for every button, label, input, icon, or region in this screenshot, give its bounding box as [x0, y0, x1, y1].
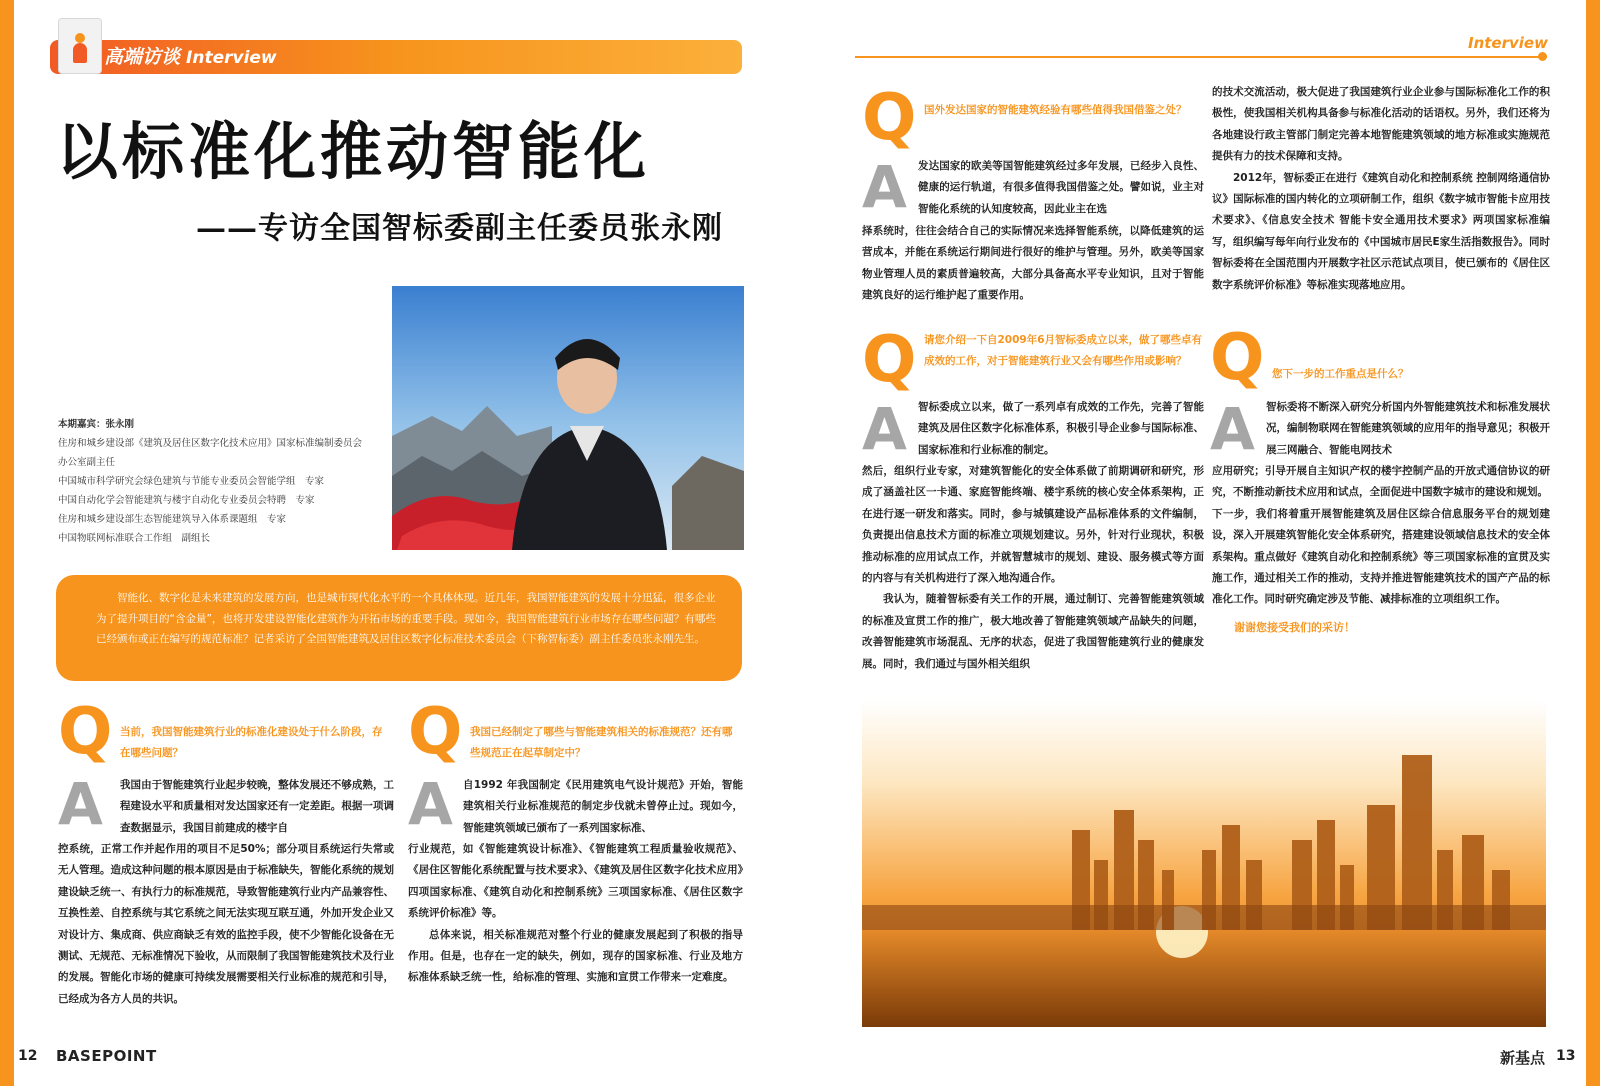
- guest-info-line: 中国物联网标准联合工作组 副组长: [58, 533, 211, 544]
- question-3: 国外发达国家的智能建筑经验有哪些值得我国借鉴之处？: [924, 104, 1187, 116]
- page-number-left: 12: [18, 1048, 38, 1064]
- question-4: 请您介绍一下自2009年6月智标委成立以来，做了哪些卓有成效的工作，对于智能建筑行业又会有哪些作用或影响？: [924, 334, 1203, 367]
- answer-2-wrap: 自1992 年我国制定《民用建筑电气设计规范》开始，智能建筑相关行业标准规范的制定步伐就未曾停止过。现如今，智能建筑领域已颁布了一系列国家标准、: [463, 779, 743, 834]
- closing-thanks: 谢谢您接受我们的采访！: [1234, 620, 1355, 634]
- answer-1-wrap: 我国由于智能建筑行业起步较晚，整体发展还不够成熟，工程建设水平和质量相对发达国家还有一定差距。根据一项调查数据显示，我国目前建成的楼宇自: [120, 779, 394, 834]
- guest-photo: [392, 286, 744, 550]
- page-number-right: 13: [1556, 1048, 1576, 1064]
- right-page-edge-bar: [1586, 0, 1600, 1086]
- guest-info: [58, 415, 388, 548]
- header-rule-dot: [1538, 52, 1547, 61]
- q-letter: Q: [862, 81, 917, 155]
- header-rule: [855, 56, 1547, 58]
- answer-3-body: 择系统时，往往会结合自己的实际情况来选择智能系统，以降低建筑的运营成本，并能在系统运行期间进行很好的维护与管理。另外，欧美等国家物业管理人员的素质普遍较高，大部分具备高水平专业知识，且对于智能建筑良好的运行维护起了重要作用。: [862, 225, 1204, 302]
- q-letter: Q: [862, 323, 917, 397]
- a-letter: A: [862, 153, 907, 221]
- answer-5-body: [1212, 461, 1550, 638]
- a-letter: A: [862, 395, 907, 463]
- section-label: [104, 44, 277, 71]
- magazine-name-right: 新基点: [1500, 1049, 1546, 1067]
- magazine-name-left: BASEPOINT: [56, 1047, 157, 1065]
- guest-info-line: 中国自动化学会智能建筑与楼宇自动化专业委员会特聘 专家: [58, 495, 315, 506]
- continuation-column: [1212, 82, 1550, 296]
- q-letter: Q: [408, 695, 463, 769]
- answer-2-para-2: 总体来说，相关标准规范对整个行业的健康发展起到了积极的指导作用。但是，也存在一定的缺失，例如，现存的国家标准、行业及地方标准体系缺乏统一性，给标准的管理、实施和宣贯工作带来一定难度。: [408, 928, 743, 984]
- answer-3-wrap: 发达国家的欧美等国智能建筑经过多年发展，已经步入良性、健康的运行轨道，有很多值得我国借鉴之处。譬如说，业主对智能化系统的认知度较高，因此业主在选: [918, 160, 1204, 215]
- a-letter: A: [58, 770, 103, 838]
- answer-5-para-2: 下一步，我们将着重开展智能建筑及居住区综合信息服务平台的规划建设，深入开展建筑智能化安全体系研究，搭建建设领域信息技术的安全体系架构。重点做好《建筑自动化和控制系统》等三项国家标准的宣贯及实施工作，通过相关工作的推动，支持并推进智能建筑技术的国产产品的标准化工作。同时研究确定涉及节能、减排标准的立项组织工作。: [1212, 507, 1550, 606]
- answer-1-body: 控系统，正常工作并起作用的项目不足50%；部分项目系统运行失常或无人管理。造成这种问题的根本原因是由于标准缺失，智能化系统的规划建设缺乏统一、有执行力的标准规范，导致智能建筑行业内产品兼容性、互换性差、自控系统与其它系统之间无法实现互联互通，外加开发企业又对设计方、集成商、供应商缺乏有效的监控手段，使不少智能化设备在无测试、无规范、无标准情况下验收，从而限制了我国智能建筑技术及行业的发展。智能化市场的健康可持续发展需要相关行业标准的规范和引导，已经成为各方人员的共识。: [58, 843, 394, 1005]
- guest-info-line: 住房和城乡建设部《建筑及居住区数字化技术应用》国家标准编制委员会: [58, 438, 363, 449]
- section-label-en: Interview: [186, 48, 277, 68]
- answer-2-para-1: 行业规范，如《智能建筑设计标准》、《智能建筑工程质量验收规范》、《居住区智能化系统配置与技术要求》、《建筑及居住区数字化技术应用》四项国家标准、《建筑自动化和控制系统》三项国家标准、《居住区数字系统评价标准》等。: [408, 843, 743, 920]
- q-letter: Q: [1210, 321, 1265, 395]
- question-5: 您下一步的工作重点是什么？: [1272, 368, 1409, 380]
- guest-info-line: 中国城市科学研究会绿色建筑与节能专业委员会智能学组 专家: [58, 476, 325, 487]
- answer-4-wrap: 智标委成立以来，做了一系列卓有成效的工作先，完善了智能建筑及居住区数字化标准体系，积极引导企业参与国际标准、国家标准和行业标准的制定。: [918, 401, 1204, 456]
- article-subtitle: ——专访全国智标委副主任委员张永刚: [196, 211, 723, 246]
- answer-4-para-2: 我认为，随着智标委有关工作的开展，通过制订、完善智能建筑领域的标准及宣贯工作的推广，极大地改善了智能建筑领域产品缺失的问题，改善智能建筑市场混乱、无序的状态，促进了我国智能建筑行业的健康发展。同时，我们通过与国外相关组织: [862, 593, 1204, 670]
- q-letter: Q: [58, 695, 113, 769]
- a-letter: A: [408, 770, 453, 838]
- question-1: 当前，我国智能建筑行业的标准化建设处于什么阶段，存在哪些问题？: [120, 726, 383, 759]
- intro-box: [56, 575, 742, 681]
- city-skyline-image: [862, 700, 1546, 1027]
- interview-person-icon: [58, 18, 102, 74]
- article-title: 以标准化推动智能化: [56, 115, 651, 188]
- answer-4-para-1: 然后，组织行业专家，对建筑智能化的安全体系做了前期调研和研究，形成了涵盖社区一卡通、家庭智能终端、楼宇系统的核心安全体系架构，正在进行逐一研发和落实。同时，参与城镇建设产品标准体系的文件编制，负责提出信息技术方面的标准立项规划建议。另外，针对行业现状，积极推动标准的应用试点工作，并就智慧城市的规划、建设、服务模式等方面的内容与有关机构进行了深入地沟通合作。: [862, 465, 1204, 585]
- answer-5-wrap: 智标委将不断深入研究分析国内外智能建筑技术和标准发展状况，编制物联网在智能建筑领域的应用年的指导意见；积极开展三网融合、智能电网技术: [1266, 401, 1550, 456]
- answer-5-para-1: 应用研究；引导开展自主知识产权的楼宇控制产品的开放式通信协议的研究，不断推动新技术应用和试点，全面促进中国数字城市的建设和规划。: [1212, 465, 1550, 499]
- section-label-right: Interview: [1468, 34, 1548, 52]
- answer-2-body: [408, 839, 743, 989]
- continuation-para-1: 的技术交流活动，极大促进了我国建筑行业企业参与国际标准化工作的积极性，使我国相关机构具备参与标准化活动的话语权。另外，我们还将为各地建设行政主管部门制定完善本地智能建筑领域的地方标准或实施规范提供有力的技术保障和支持。: [1212, 86, 1550, 163]
- guest-info-line: 本期嘉宾：张永刚: [58, 419, 135, 430]
- continuation-para-2: 2012年，智标委正在进行《建筑自动化和控制系统 控制网络通信协议》国际标准的国内转化的立项研制工作，组织《数字城市智能卡应用技术要求》、《信息安全技术 智能卡安全通用技术要求》两项国家标准编写，组织编写每年向行业发布的《中国城市居民E家生活指数报告》。同时智标委将在全国范围内开展数字社区示范试点项目，使已颁布的《居住区数字系统评价标准》等标准实现落地应用。: [1212, 171, 1550, 291]
- answer-4-body: [862, 461, 1204, 675]
- a-letter: A: [1210, 395, 1255, 463]
- guest-info-line: 住房和城乡建设部生态智能建筑导入体系课题组 专家: [58, 514, 287, 525]
- guest-info-line: 办公室副主任: [58, 457, 116, 468]
- question-2: 我国已经制定了哪些与智能建筑相关的标准规范？还有哪些规范正在起草制定中？: [470, 726, 733, 759]
- left-page-edge-bar: [0, 0, 14, 1086]
- section-label-cn: 高端访谈: [104, 46, 181, 68]
- intro-text: 智能化、数字化是未来建筑的发展方向，也是城市现代化水平的一个具体体现。近几年，我国智能建筑的发展十分迅猛，很多企业为了提升项目的“含金量”，也将开发建设智能化建筑作为开拓市场的重要手段。现如今，我国智能建筑行业市场存在哪些问题？有哪些已经颁布或正在编写的规范标准？记者采访了全国智能建筑及居住区数字化标准技术委员会（下称智标委）副主任委员张永刚先生。: [96, 592, 716, 645]
